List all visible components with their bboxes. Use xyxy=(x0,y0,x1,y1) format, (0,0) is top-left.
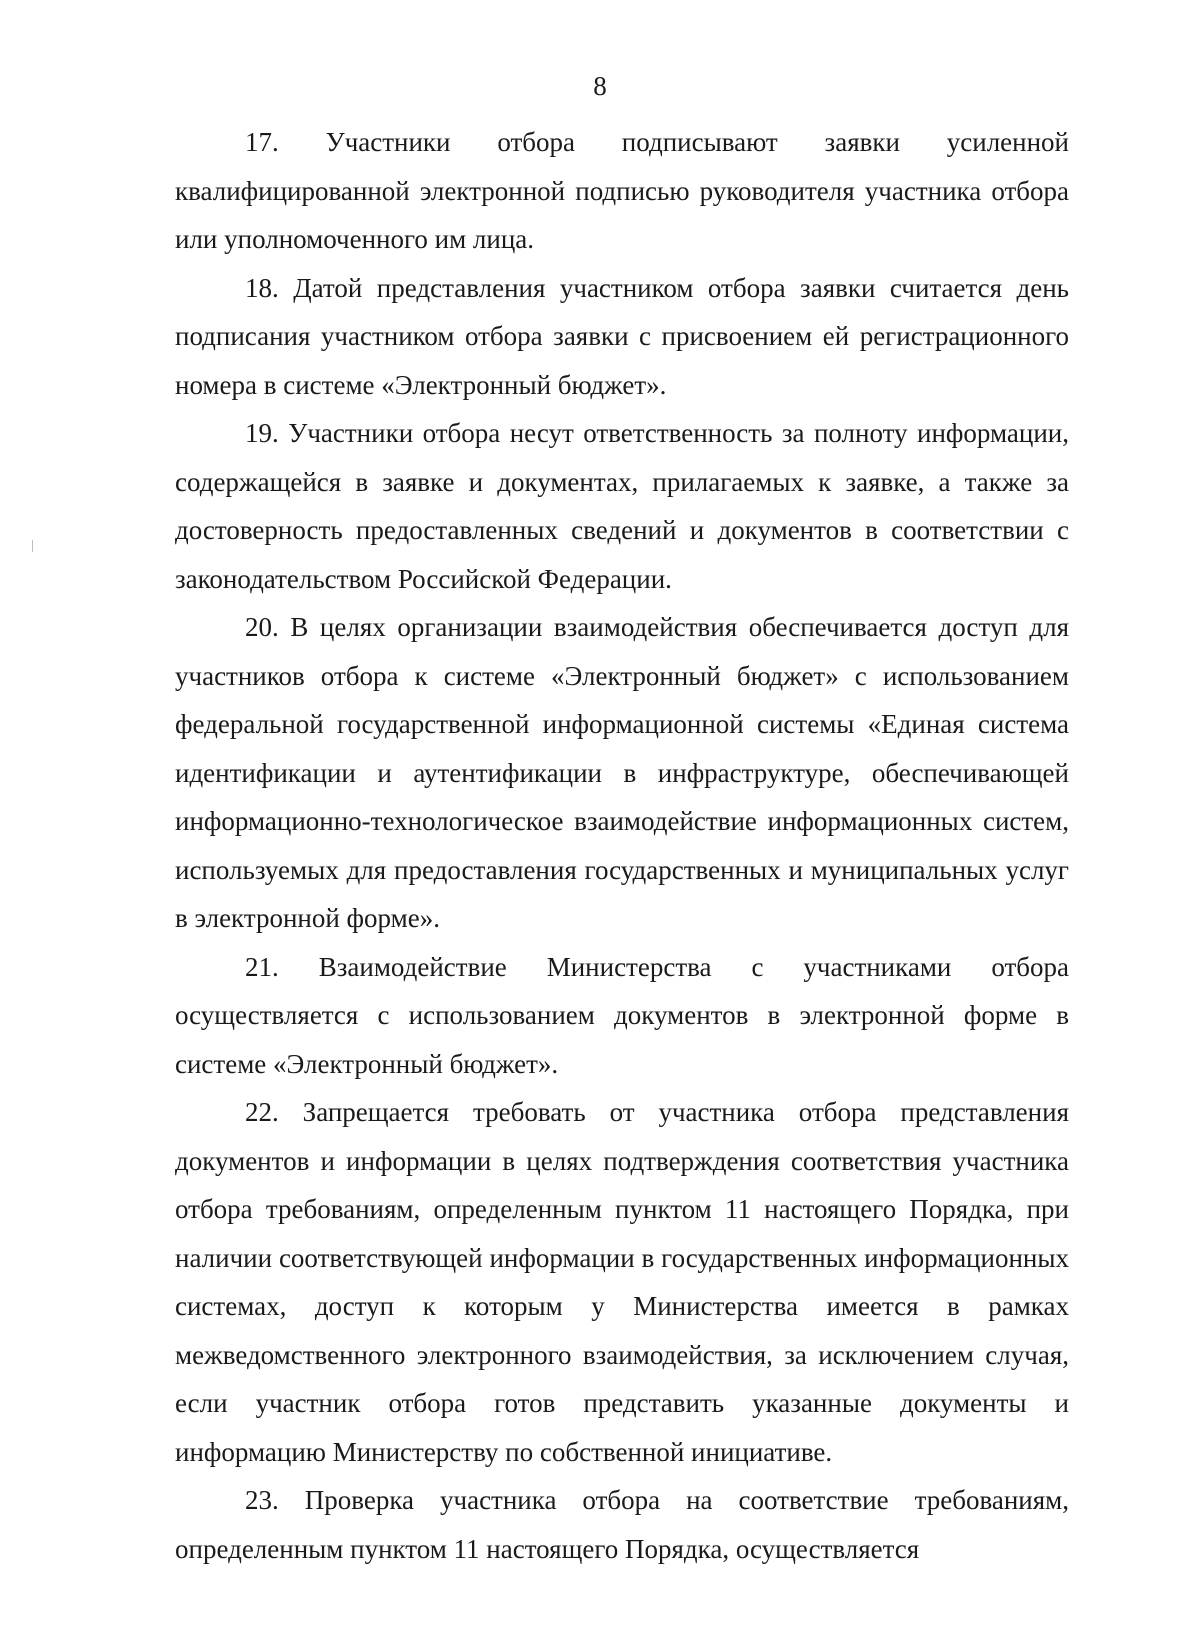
paragraph-19: 19. Участники отбора несут ответственность за полноту информации, содержащейся в заявке и документах, прилагаемых к заявке, а также за достоверность предоставленных сведений и документов в соответствии с законодательством Российской Федерации. xyxy=(175,418,1069,594)
paragraph-21: 21. Взаимодействие Министерства с участниками отбора осуществляется с использованием документов в электронной форме в системе «Электронный бюджет». xyxy=(175,951,1069,1079)
scan-artifact xyxy=(32,540,33,552)
paragraph-23: 23. Проверка участника отбора на соответствие требованиям, определенным пунктом 11 настоящего Порядка, осуществляется xyxy=(175,1485,1069,1564)
page-number: 8 xyxy=(593,71,607,101)
paragraph-20: 20. В целях организации взаимодействия обеспечивается доступ для участников отбора к системе «Электронный бюджет» с использованием федеральной государственной информационной системы «Единая система идентификации и аутентификации в инфраструктуре, обеспечивающей информационно-технологическое взаимодействие информационных систем, используемых для предоставления государственных и муниципальных услуг в электронной форме». xyxy=(175,612,1069,933)
paragraph-22: 22. Запрещается требовать от участника отбора представления документов и информации в целях подтверждения соответствия участника отбора требованиям, определенным пунктом 11 настоящего Порядка, при наличии соответствующей информации в государственных информационных системах, доступ к которым у Министерства имеется в рамках межведомственного электронного взаимодействия, за исключением случая, если участник отбора готов представить указанные документы и информацию Министерству по собственной инициативе. xyxy=(175,1097,1069,1467)
paragraph-18: 18. Датой представления участником отбора заявки считается день подписания участником отбора заявки с присвоением ей регистрационного номера в системе «Электронный бюджет». xyxy=(175,272,1069,400)
document-body xyxy=(175,118,1069,1573)
paragraph-17: 17. Участники отбора подписывают заявки усиленной квалифицированной электронной подписью руководителя участника отбора или уполномоченного им лица. xyxy=(175,127,1069,254)
